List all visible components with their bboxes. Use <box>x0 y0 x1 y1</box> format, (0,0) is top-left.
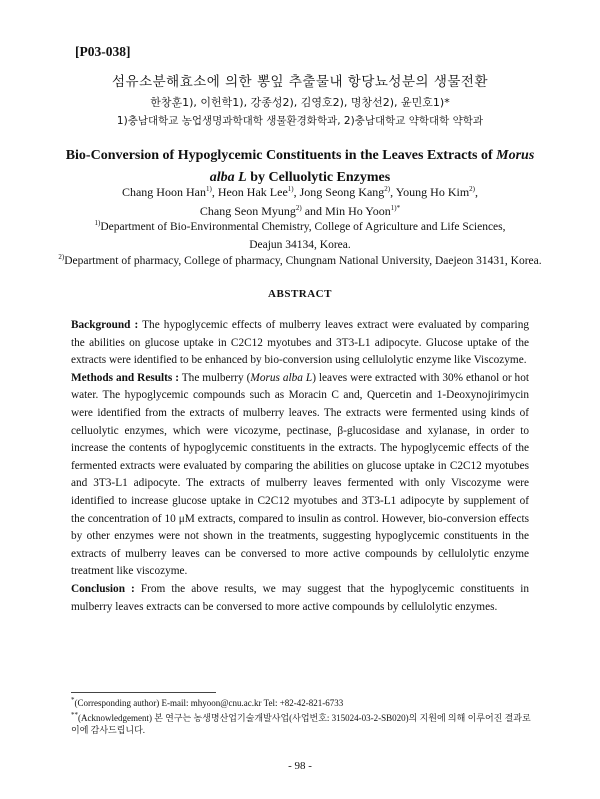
title-rest: by Celluolytic Enzymes <box>246 170 391 185</box>
abstract-conclusion <box>71 581 529 616</box>
methods-text: ) leaves were extracted with 30% ethanol or hot water. The hypoglycemic compounds such as Moracin C and, Quercetin and 1-Deoxynojirimycin were identified from the extracts of mulberry leaves. The extracts were fermented using kinds of celluolytic enzymes, which were vicozyme, pectinase, β-glucosidase and xylanase, in order to increase the contents of hypoglycemic constituents in the extracts. The hypoglycemic effects of the fermented extracts were evaluated by comparing the abilities on glucose uptake in C2C12 myotubes and 3T3-L1 adipocyte. The extracts of mulberry leaves fermented with only Viscozyme were identified to increase glucose uptake in C2C12 myotubes and 3T3-L1 adipocyte by supplement of the concentration of 10 μM extracts, compared to insulin as control. However, bio-conversion effects by other enzymes were not shown in the treatments, suggesting hypoglycemic constituents in the extracts of mulberry leaves can be conversed to more active compounds by cellulolytic enzyme treatment like viscozyme. <box>71 371 529 578</box>
abstract-heading: ABSTRACT <box>268 288 332 300</box>
affiliation-2 <box>40 252 560 270</box>
author-affiliation-mark: 1) <box>205 185 212 193</box>
background-text: The hypoglycemic effects of mulberry leaves extract were evaluated by comparing the abilities on glucose uptake in C2C12 myotubes and 3T3-L1 adipocyte. Glucose uptake of the extracts were identified to be enhanced by bio-conversion using cellulolytic enzyme like Viscozyme. <box>71 319 529 367</box>
footnote-acknowledgement-text: (Acknowledgement) 본 연구는 농생명산업기술개발사업(사업번호: 315024-03-2-SB020)의 지원에 의해 이루어진 결과로 이에 감사드립니다. <box>71 713 531 735</box>
conclusion-text: From the above results, we may suggest that the hypoglycemic constituents in mulberry leaves extracts can be conversed to more active compounds by cellulolytic enzymes. <box>71 582 529 613</box>
author-name: Chang Hoon Han <box>121 185 206 199</box>
affiliation-1 <box>70 218 530 254</box>
poster-code: [P03-038] <box>75 44 131 59</box>
author-name: Young Ho Kim <box>395 185 470 199</box>
affiliation-1-location: Deajun 34134, Korea. <box>249 239 351 251</box>
author-name: Jong Seong Kang <box>299 185 385 199</box>
author-name: Heon Hak Lee <box>217 185 288 199</box>
footnote-corresponding-text: (Corresponding author) E-mail: mhyoon@cnu.ac.kr Tel: +82-42-821-6733 <box>74 698 344 708</box>
page-number: - 98 - <box>288 760 312 772</box>
affiliation-2-text: Department of pharmacy, College of pharmacy, Chungnam National University, Daejeon 31431, Korea. <box>64 255 542 267</box>
author-name: Min Ho Yoon <box>325 204 391 218</box>
affiliation-mark: 2) <box>58 253 65 262</box>
abstract-methods <box>71 370 529 581</box>
footnote-acknowledgement <box>71 712 531 736</box>
korean-title: 섬유소분해효소에 의한 뽕잎 추출물내 항당뇨성분의 생물전환 <box>111 74 489 90</box>
abstract-body <box>71 317 529 616</box>
author-affiliation-mark: 1)* <box>390 204 401 212</box>
author-affiliation-mark: 2) <box>469 185 476 193</box>
author-affiliation-mark: 2) <box>384 185 391 193</box>
korean-authors: 한창훈1), 이헌학1), 강종성2), 김영호2), 명창선2), 윤민호1)* <box>150 96 450 109</box>
author-affiliation-mark: 2) <box>295 204 302 212</box>
abstract-background <box>71 317 529 370</box>
korean-affiliation: 1)충남대학교 농업생명과학대학 생물환경화학과, 2)충남대학교 약학대학 약학과 <box>116 115 484 127</box>
author-name: Chang Seon Myung <box>199 204 296 218</box>
title-species-genus: Morus <box>496 148 535 163</box>
methods-pre: The mulberry ( <box>179 371 251 384</box>
footnote-mark: * <box>71 696 75 704</box>
title-main: Bio-Conversion of Hypoglycemic Constituents in the Leaves Extracts of <box>65 148 497 163</box>
title-species-name: alba L <box>209 170 247 185</box>
footnote-corresponding <box>71 697 531 709</box>
author-affiliation-mark: 1) <box>287 185 294 193</box>
background-label: Background : <box>71 319 139 331</box>
methods-species: Morus alba L <box>250 371 313 384</box>
methods-label: Methods and Results : <box>71 371 180 384</box>
affiliation-1-text: Department of Bio-Environmental Chemistry, College of Agriculture and Life Sciences, <box>100 221 506 233</box>
author-list: Chang Hoon Han$^{1)}$, Heon Hak Lee$^{1)}$, Jong Seong Kang$^{2)}$, Young Ho Kim$^{2)}$, Chang Seon Myung$^{2)}$ and Min Ho Yoon$^{1)*}$ <box>121 185 479 218</box>
footnote-mark: ** <box>71 711 78 719</box>
footnote-divider <box>71 692 216 693</box>
affiliation-mark: 1) <box>94 219 101 228</box>
conclusion-label: Conclusion : <box>71 582 135 595</box>
